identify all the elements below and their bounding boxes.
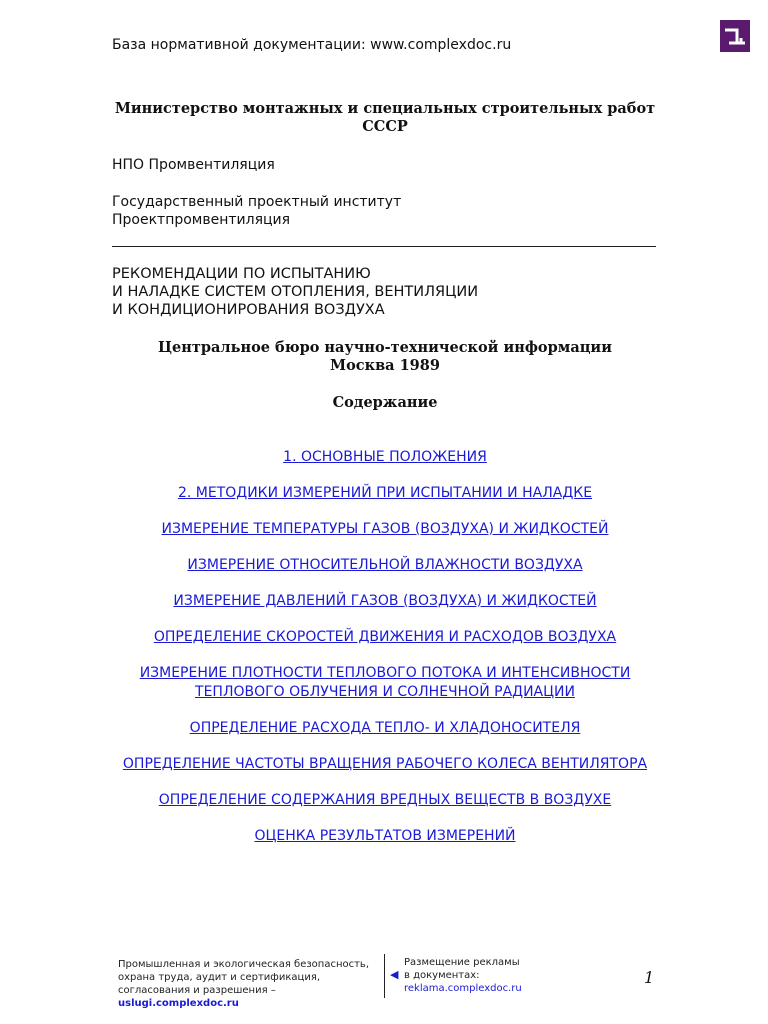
footer-ad [118,952,658,1009]
footer-services-text[interactable] [118,958,380,1010]
toc-link-temperature[interactable]: ИЗМЕРЕНИЕ ТЕМПЕРАТУРЫ ГАЗОВ (ВОЗДУХА) И ЖИДКОСТЕЙ [161,521,609,537]
ministry-heading: Министерство монтажных и специальных строительных работ СССР [114,100,656,135]
footer-divider [384,954,385,998]
doc-title-line3: И КОНДИЦИОНИРОВАНИЯ ВОЗДУХА [112,302,385,318]
toc-link-results-evaluation[interactable]: ОЦЕНКА РЕЗУЛЬТАТОВ ИЗМЕРЕНИЙ [254,828,516,844]
toc-link-heat-flux[interactable]: ИЗМЕРЕНИЕ ПЛОТНОСТИ ТЕПЛОВОГО ПОТОКА И ИНТЕНСИВНОСТИ ТЕПЛОВОГО ОБЛУЧЕНИЯ И СОЛНЕЧНОЙ РАДИАЦИИ [139,665,631,700]
doc-title-line2: И НАЛАДКЕ СИСТЕМ ОТОПЛЕНИЯ, ВЕНТИЛЯЦИИ [112,284,479,300]
city-year: Москва 1989 [330,357,440,374]
toc-link-pressure[interactable]: ИЗМЕРЕНИЕ ДАВЛЕНИЙ ГАЗОВ (ВОЗДУХА) И ЖИДКОСТЕЙ [173,593,597,609]
footer-left-line1: Промышленная и экологическая безопасность, [118,959,369,970]
toc-link-fan-rotation[interactable]: ОПРЕДЕЛЕНИЕ ЧАСТОТЫ ВРАЩЕНИЯ РАБОЧЕГО КОЛЕСА ВЕНТИЛЯТОРА [122,756,648,772]
contents-heading: Содержание [332,394,438,411]
footer-left-line2: охрана труда, аудит и сертификация, [118,972,321,983]
footer-right-line2: в документах: [404,970,480,981]
organization-npo: НПО Промвентиляция [112,157,275,173]
toc-link-basic-provisions[interactable]: 1. ОСНОВНЫЕ ПОЛОЖЕНИЯ [283,449,487,465]
organization-institute-line1: Государственный проектный институт [112,194,402,210]
footer-ads-text[interactable] [404,956,554,995]
toc-link-air-velocity[interactable]: ОПРЕДЕЛЕНИЕ СКОРОСТЕЙ ДВИЖЕНИЯ И РАСХОДОВ ВОЗДУХА [153,629,617,645]
table-of-contents [120,448,650,863]
page-number: 1 [644,968,655,987]
footer-left-line3: согласования и разрешения – [118,985,276,996]
toc-link-harmful-substances[interactable]: ОПРЕДЕЛЕНИЕ СОДЕРЖАНИЯ ВРЕДНЫХ ВЕЩЕСТВ В ВОЗДУХЕ [158,792,612,808]
arrow-left-icon: ◀ [390,968,399,981]
footer-right-line1: Размещение рекламы [404,957,520,968]
toc-link-humidity[interactable]: ИЗМЕРЕНИЕ ОТНОСИТЕЛЬНОЙ ВЛАЖНОСТИ ВОЗДУХА [187,557,583,573]
publisher: Центральное бюро научно-технической информации [158,339,612,356]
toc-link-measurement-methods[interactable]: 2. МЕТОДИКИ ИЗМЕРЕНИЙ ПРИ ИСПЫТАНИИ И НАЛАДКЕ [177,485,593,501]
doc-title-line1: РЕКОМЕНДАЦИИ ПО ИСПЫТАНИЮ [112,266,371,282]
toc-link-heat-carrier-flow[interactable]: ОПРЕДЕЛЕНИЕ РАСХОДА ТЕПЛО- И ХЛАДОНОСИТЕЛЯ [189,720,581,736]
footer-uslugi-link[interactable]: uslugi.complexdoc.ru [118,998,239,1009]
complexdoc-logo-icon[interactable] [716,20,750,52]
organization-institute-line2: Проектпромвентиляция [112,212,291,228]
header-source-line: База нормативной документации: www.complexdoc.ru [112,37,512,53]
footer-reklama-link[interactable]: reklama.complexdoc.ru [404,983,522,994]
divider-line [112,246,656,247]
